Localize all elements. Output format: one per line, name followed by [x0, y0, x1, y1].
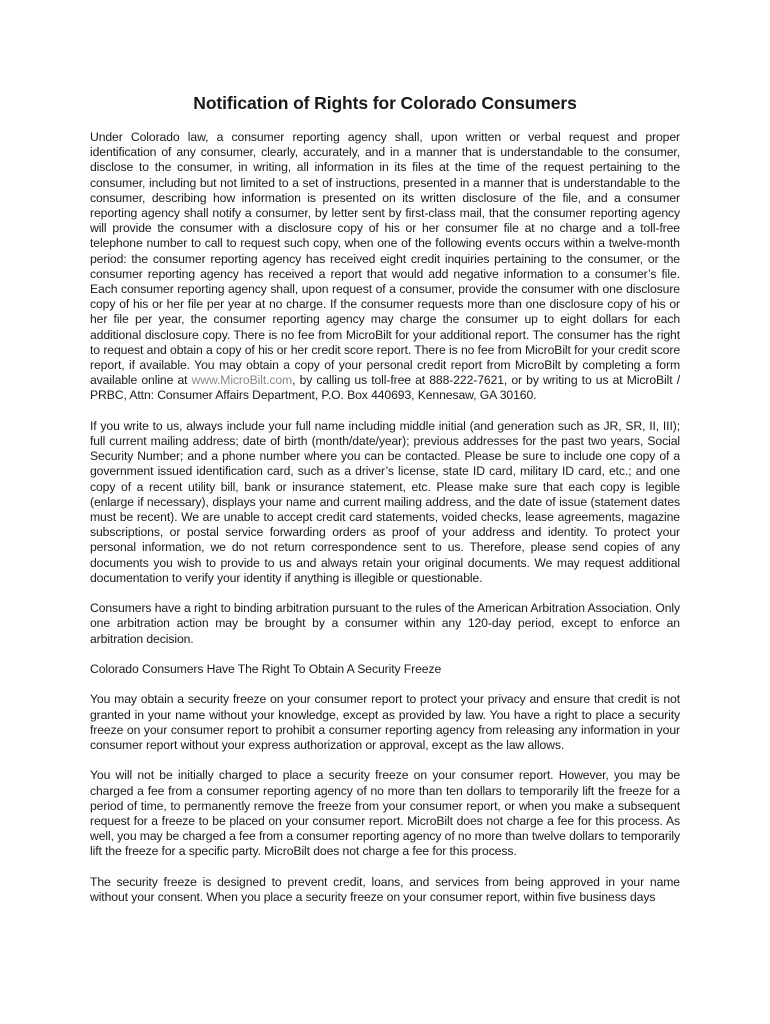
paragraph-disclosure-rights-text: Under Colorado law, a consumer reporting agency shall, upon written or verbal request and proper identification of any consumer, clearly, accurately, and in a manner that is understandable to the consumer, disclose to the consumer, in writing, all information in its files at the time of the request pertaining to the consumer, including but not limited to a set of instructions, presented in a manner that is understandable to the consumer, describing how information is presented on its written disclosure of the file, and a consumer reporting agency shall notify a consumer, by letter sent by first-class mail, that the consumer reporting agency will provide the consumer with a disclosure copy of his or her consumer file at no charge and a toll-free telephone number to call to request such copy, when one of the following events occurs within a twelve-month period: the consumer reporting agency has received eight credit inquiries pertaining to the consumer, or the consumer reporting agency has received a report that would add negative information to a consumer’s file. Each consumer reporting agency shall, upon request of a consumer, provide the consumer with one disclosure copy of his or her file per year at no charge. If the consumer requests more than one disclosure copy of his or her file per year, the consumer reporting agency may charge the consumer up to eight dollars for each additional disclosure copy. There is no fee from MicroBilt for your additional report. The consumer has the right to request and obtain a copy of his or her credit score report. There is no fee from MicroBilt for your credit score report, if available. You may obtain a copy of your personal credit report from MicroBilt by completing a form available online at — [90, 130, 680, 388]
paragraph-arbitration: Consumers have a right to binding arbitration pursuant to the rules of the American Arbitration Association. Only one arbitration action may be brought by a consumer within any 120-day period, except to enforce an arbitration decision. — [90, 601, 680, 646]
paragraph-security-freeze: You may obtain a security freeze on your consumer report to protect your privacy and ensure that credit is not granted in your name without your knowledge, except as provided by law. You have a right to place a security freeze on your consumer report to prohibit a consumer reporting agency from releasing any information in your consumer report without your express authorization or approval, except as the law allows. — [90, 692, 680, 753]
paragraph-disclosure-rights-contact: , by calling us toll-free at 888-222-7621, or by writing to us at MicroBilt / PRBC, Attn: Consumer Affairs Department, P.O. Box 440693, Kennesaw, GA 30160. — [90, 373, 680, 403]
document-body — [90, 130, 680, 920]
document-title: Notification of Rights for Colorado Consumers — [193, 93, 577, 113]
paragraph-identification-requirements: If you write to us, always include your full name including middle initial (and generation such as JR, SR, II, III); full current mailing address; date of birth (month/date/year); previous addresses for the past two years, Social Security Number; and a phone number where you can be contacted. Please be sure to include one copy of a government issued identification card, such as a driver’s license, state ID card, military ID card, etc.; and one copy of a recent utility bill, bank or insurance statement, etc. Please make sure that each copy is legible (enlarge if necessary), displays your name and current mailing address, and the date of issue (statement dates must be recent). We are unable to accept credit card statements, voided checks, lease agreements, magazine subscriptions, or postal service forwarding orders as proof of your address and identity. To protect your personal information, we do not return correspondence sent to us. Therefore, please send copies of any documents you wish to provide to us and always retain your original documents. We may request additional documentation to verify your identity if anything is illegible or questionable. — [90, 418, 680, 585]
microbilt-website-link[interactable]: www.MicroBilt.com — [191, 373, 293, 388]
paragraph-freeze-purpose: The security freeze is designed to prevent credit, loans, and services from being approved in your name without your consent. When you place a security freeze on your consumer report, within five business days — [90, 874, 680, 905]
paragraph-freeze-fees: You will not be initially charged to place a security freeze on your consumer report. However, you may be charged a fee from a consumer reporting agency of no more than ten dollars to temporarily lift the freeze for a period of time, to permanently remove the freeze from your consumer report, or when you make a subsequent request for a freeze to be placed on your consumer report. MicroBilt does not charge a fee for this process. As well, you may be charged a fee from a consumer reporting agency of no more than twelve dollars to temporarily lift the freeze for a specific party. MicroBilt does not charge a fee for this process. — [90, 768, 680, 859]
paragraph-disclosure-rights — [90, 130, 680, 404]
section-heading-security-freeze: Colorado Consumers Have The Right To Obtain A Security Freeze — [90, 662, 442, 677]
